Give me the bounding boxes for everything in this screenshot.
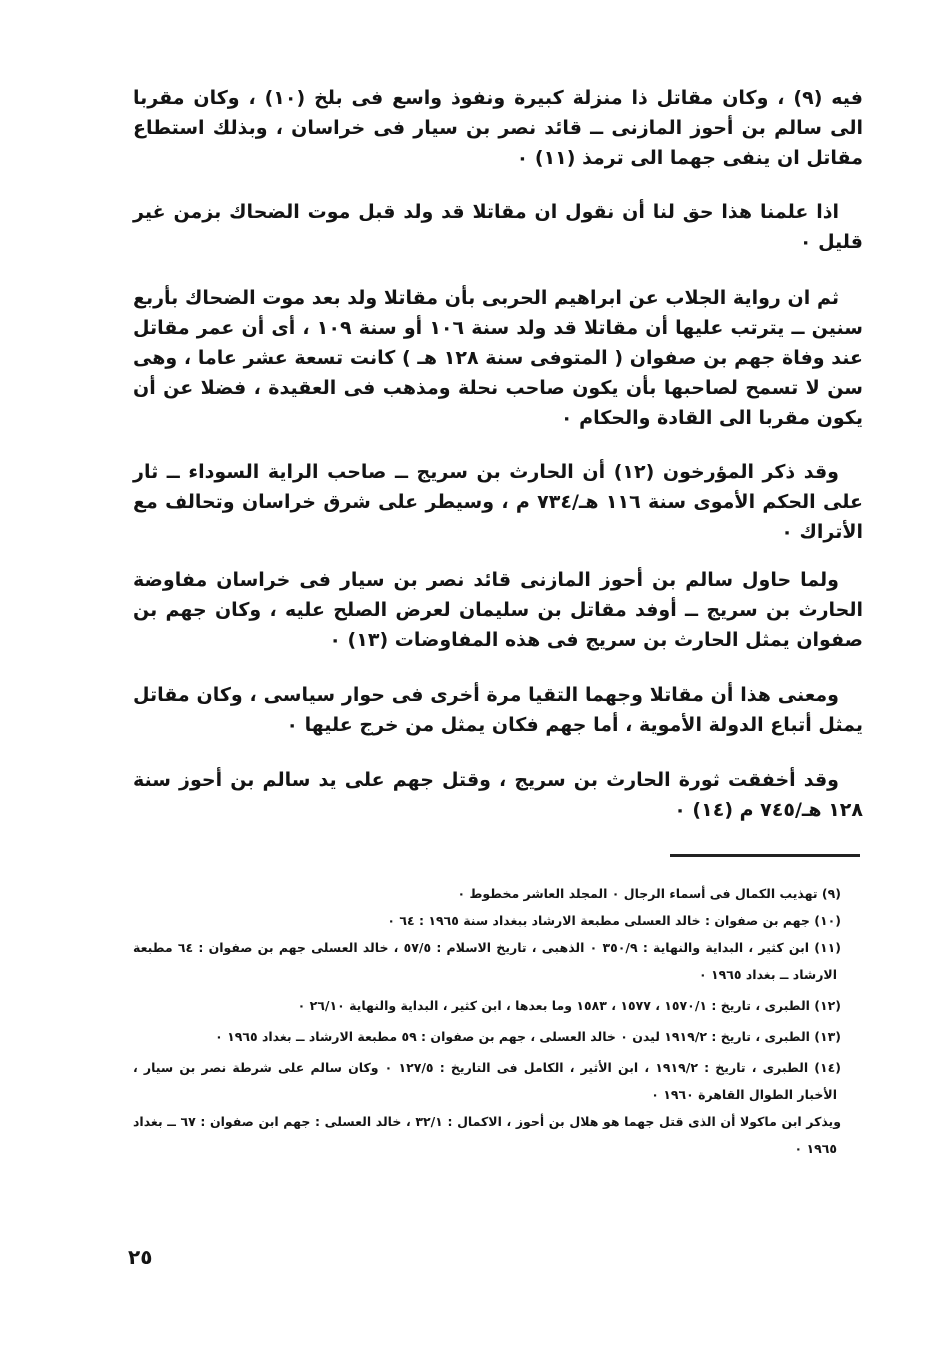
body-paragraph-2: اذا علمنا هذا حق لنا أن نقول ان مقاتلا قد ولد قبل موت الضحاك بزمن غير قليل ٠ [133,201,863,253]
body-paragraph-7: وقد أخفقت ثورة الحارث بن سريج ، وقتل جهم على يد سالم بن أحوز سنة ١٢٨ هـ/٧٤٥ م (١٤) ٠ [133,769,863,821]
footnote-9: (٩) تهذيب الكمال فى أسماء الرجال ٠ المجلد العاشر مخطوط ٠ [457,886,841,901]
footnote-11: (١١) ابن كثير ، البداية والنهاية : ٣٥٠/٩ ٠ الذهبى ، تاريخ الاسلام : ٥٧/٥ ، خالد العسلى جهم بن صفوان : ٦٤ مطبعة الارشاد ــ بغداد ١٩٦٥ ٠ [133,940,841,982]
body-paragraph-3: ثم ان رواية الجلاب عن ابراهيم الحربى بأن مقاتلا ولد بعد موت الضحاك بأربع سنين ــ يترتب عليها أن مقاتلا قد ولد سنة ١٠٦ أو سنة ١٠٩ ، أى أن عمر مقاتل عند وفاة جهم بن صفوان ( المتوفى سنة ١٢٨ هـ ) كانت تسعة عشر عاما ، وهى سن لا تسمح لصاحبها بأن يكون صاحب نحلة ومذهب فى العقيدة ، فضلا عن أن يكون مقربا الى القادة والحكام ٠ [133,287,864,429]
footnotes-section [133,880,863,1162]
footnote-14: (١٤) الطبرى ، تاريخ : ١٩١٩/٢ ، ابن الأثير ، الكامل فى التاريخ : ١٢٧/٥ ٠ وكان سالم على شرطة نصر بن سيار ، الأخبار الطوال القاهرة ١٩٦٠ ٠ [133,1060,841,1102]
body-paragraph-1: فيه (٩) ، وكان مقاتل ذا منزلة كبيرة ونفوذ واسع فى بلخ (١٠) ، وكان مقربا الى سالم بن أحوز المازنى ــ قائد نصر بن سيار فى خراسان ، وبذلك استطاع مقاتل ان ينفى جهما الى ترمذ (١١) ٠ [133,87,863,169]
body-paragraph-4: وقد ذكر المؤرخون (١٢) أن الحارث بن سريج ــ صاحب الراية السوداء ــ ثار على الحكم الأموى سنة ١١٦ هـ/٧٣٤ م ، وسيطر على شرق خراسان وتحالف مع الأتراك ٠ [133,461,863,543]
page-number: ٢٥ [128,1245,153,1269]
footnote-separator-rule [670,854,860,857]
footnote-14-continuation: ويذكر ابن ماكولا أن الذى قتل جهما هو هلال بن أحوز ، الاكمال : ٣٢/١ ، خالد العسلى : جهم ابن صفوان : ٦٧ ــ بغداد ١٩٦٥ ٠ [133,1114,842,1156]
body-paragraph-6: ومعنى هذا أن مقاتلا وجهما التقيا مرة أخرى فى حوار سياسى ، وكان مقاتل يمثل أتباع الدولة الأموية ، أما جهم فكان يمثل من خرج عليها ٠ [133,684,863,736]
body-paragraph-5: ولما حاول سالم بن أحوز المازنى قائد نصر بن سيار فى خراسان مفاوضة الحارث بن سريج ــ أوفد مقاتل بن سليمان لعرض الصلح عليه ، وكان جهم بن صفوان يمثل الحارث بن سريج فى هذه المفاوضات (١٣) ٠ [133,569,863,651]
footnote-12: (١٢) الطبرى ، تاريخ : ١٥٧٠/١ ، ١٥٧٧ ، ١٥٨٣ وما بعدها ، ابن كثير ، البداية والنهاية ٢٦/١٠ ٠ [297,998,841,1013]
footnote-10: (١٠) جهم بن صفوان : خالد العسلى مطبعة الارشاد ببغداد سنة ١٩٦٥ : ٦٤ ٠ [387,913,841,928]
footnote-13: (١٣) الطبرى ، تاريخ : ١٩١٩/٢ ليدن ٠ خالد العسلى ، جهم بن صفوان : ٥٩ مطبعة الارشاد ــ بغداد ١٩٦٥ ٠ [215,1029,841,1044]
